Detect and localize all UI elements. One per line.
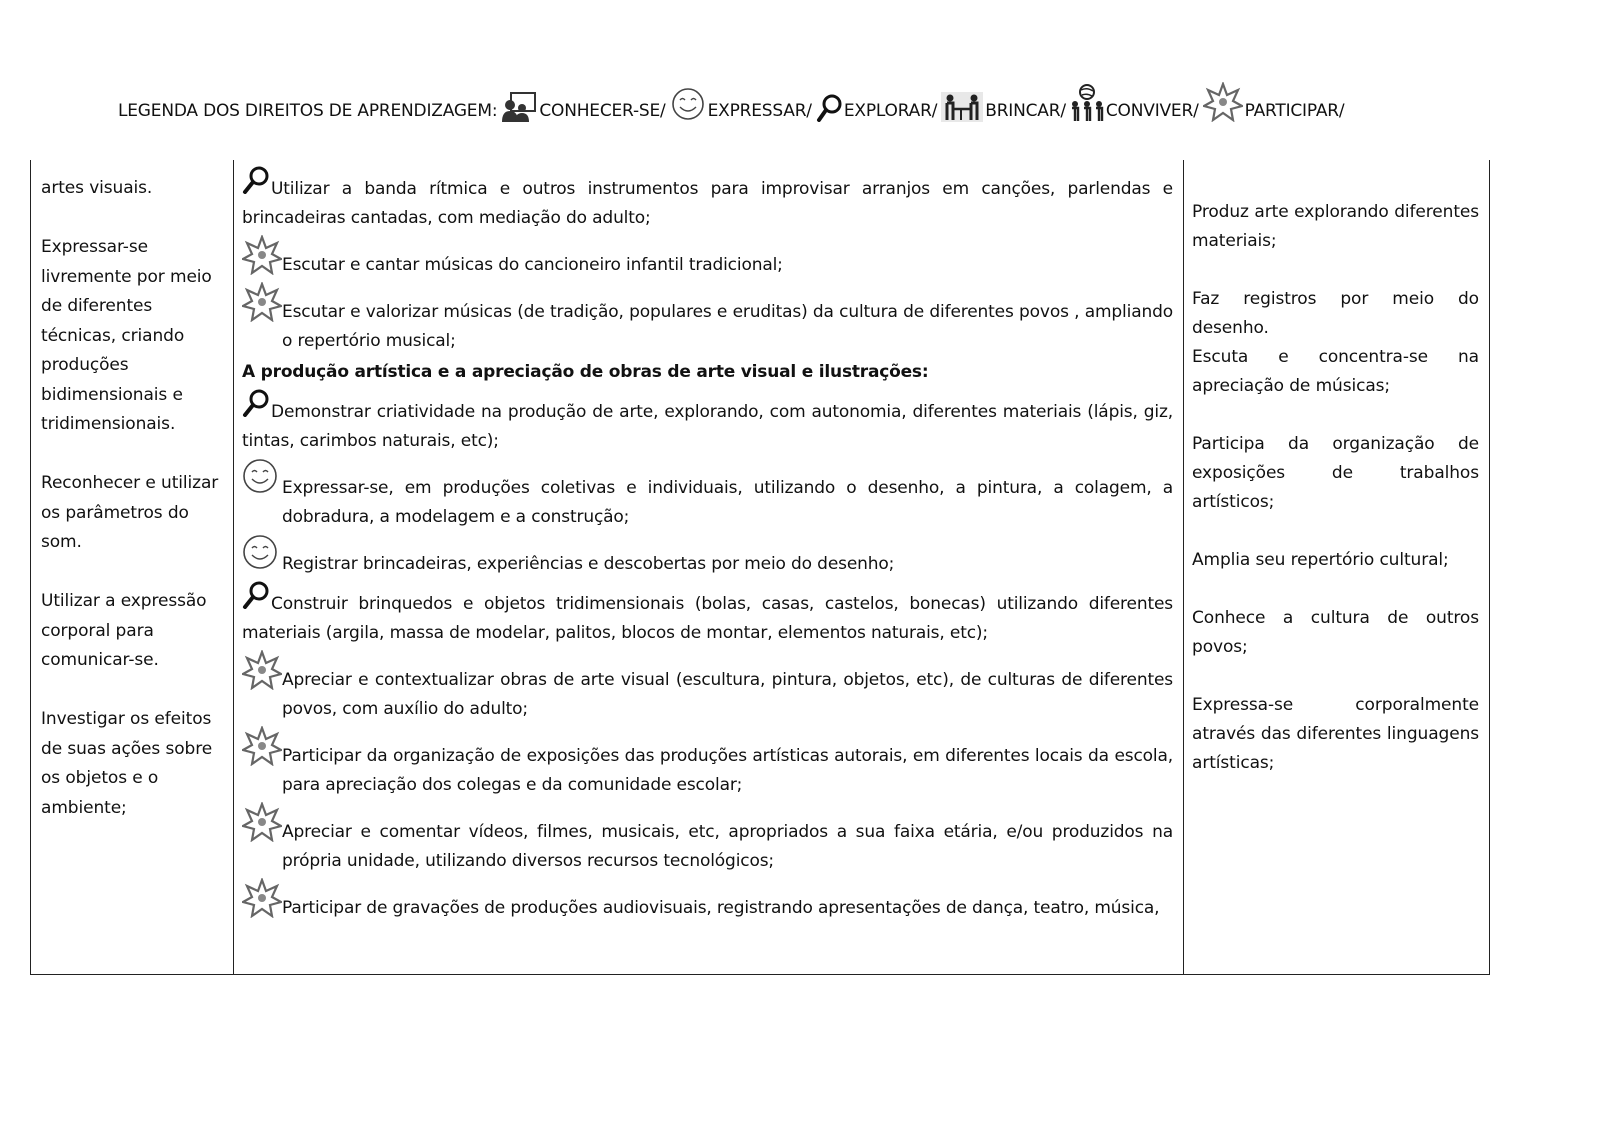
participar-icon xyxy=(242,802,282,842)
magnifier-icon xyxy=(816,94,842,122)
objective-item xyxy=(242,389,1173,456)
participar-icon xyxy=(242,650,282,690)
right-column xyxy=(1184,160,1489,974)
objective-text: Apreciar e contextualizar obras de arte visual (escultura, pintura, objetos, etc), de culturas de diferentes povos, com auxílio do adulto; xyxy=(282,670,1173,719)
objective-item xyxy=(242,581,1173,648)
curriculum-table xyxy=(30,160,1490,975)
smiley-icon xyxy=(670,88,706,122)
legend-item-conhecer-se xyxy=(497,92,665,122)
participar-icon xyxy=(242,878,282,918)
smiley-icon xyxy=(242,458,278,494)
legend-prefix: LEGENDA DOS DIREITOS DE APRENDIZAGEM: xyxy=(118,101,498,121)
right-item: Produz arte explorando diferentes materiais; xyxy=(1192,202,1479,251)
magnifier-icon xyxy=(242,581,270,609)
legend-item-conviver xyxy=(1066,84,1199,122)
objective-text: Registrar brincadeiras, experiências e descobertas por meio do desenho; xyxy=(282,554,895,574)
objective-item xyxy=(242,878,1173,923)
objective-item xyxy=(242,802,1173,876)
right-item: Participa da organização de exposições de trabalhos artísticos; xyxy=(1192,434,1479,512)
left-item: Utilizar a expressão corporal para comunicar-se. xyxy=(41,591,207,670)
objective-text: Participar da organização de exposições das produções artísticas autorais, em diferentes locais da escola, para apreciação dos colegas e da comunidade escolar; xyxy=(282,746,1173,795)
legend-item-explorar xyxy=(812,94,937,122)
section-title: A produção artística e a apreciação de obras de arte visual e ilustrações: xyxy=(242,362,929,382)
participar-icon xyxy=(242,282,282,322)
legend xyxy=(118,66,1558,122)
objective-text: Construir brinquedos e objetos tridimensionais (bolas, casas, castelos, bonecas) utilizando diferentes materiais (argila, massa de modelar, palitos, blocos de montar, elementos naturais, etc); xyxy=(242,594,1173,643)
left-column xyxy=(31,160,234,974)
legend-item-participar xyxy=(1199,82,1345,122)
left-item: Investigar os efeitos de suas ações sobre os objetos e o ambiente; xyxy=(41,709,213,818)
left-item: Reconhecer e utilizar os parâmetros do som. xyxy=(41,473,219,552)
legend-label-explorar: EXPLORAR/ xyxy=(843,101,938,121)
legend-label-expressar: EXPRESSAR/ xyxy=(707,101,812,121)
objective-text: Utilizar a banda rítmica e outros instrumentos para improvisar arranjos em canções, parlendas e brincadeiras cantadas, com mediação do adulto; xyxy=(242,179,1173,228)
participar-icon xyxy=(242,235,282,275)
smiley-icon xyxy=(242,534,278,570)
legend-item-expressar xyxy=(666,88,812,122)
objective-item xyxy=(242,726,1173,800)
legend-label-conhecer-se: CONHECER-SE/ xyxy=(539,101,666,121)
objective-item xyxy=(242,282,1173,356)
left-item: artes visuais. xyxy=(41,178,153,198)
objective-text: Apreciar e comentar vídeos, filmes, musicais, etc, apropriados a sua faixa etária, e/ou produzidos na própria unidade, utilizando diversos recursos tecnológicos; xyxy=(282,822,1173,871)
objective-item xyxy=(242,534,1173,579)
magnifier-icon xyxy=(242,166,270,194)
participar-icon xyxy=(1203,82,1243,122)
right-item: Escuta e concentra-se na apreciação de músicas; xyxy=(1192,347,1479,396)
objective-text: Escutar e cantar músicas do cancioneiro infantil tradicional; xyxy=(282,255,783,275)
conviver-icon xyxy=(1070,84,1104,122)
legend-label-brincar: BRINCAR/ xyxy=(985,101,1066,121)
objective-item xyxy=(242,166,1173,233)
right-item: Faz registros por meio do desenho. xyxy=(1192,289,1479,338)
objective-text: Escutar e valorizar músicas (de tradição, populares e eruditas) da cultura de diferentes povos , ampliando o repertório musical; xyxy=(282,302,1173,351)
participar-icon xyxy=(242,726,282,766)
conhecer-se-icon xyxy=(501,92,537,122)
right-item: Conhece a cultura de outros povos; xyxy=(1192,608,1479,657)
objective-item xyxy=(242,650,1173,724)
objective-text: Participar de gravações de produções audiovisuais, registrando apresentações de dança, teatro, música, xyxy=(282,898,1160,918)
legend-label-conviver: CONVIVER/ xyxy=(1105,101,1199,121)
right-item: Amplia seu repertório cultural; xyxy=(1192,550,1449,570)
magnifier-icon xyxy=(242,389,270,417)
left-item: Expressar-se livremente por meio de diferentes técnicas, criando produções bidimensionais e tridimensionais. xyxy=(41,237,212,434)
right-item: Expressa-se corporalmente através das diferentes linguagens artísticas; xyxy=(1192,695,1479,773)
objective-text: Expressar-se, em produções coletivas e individuais, utilizando o desenho, a pintura, a colagem, a dobradura, a modelagem e a construção; xyxy=(282,478,1173,527)
play-icon xyxy=(941,92,983,122)
legend-item-brincar xyxy=(937,92,1066,122)
objective-text: Demonstrar criatividade na produção de arte, explorando, com autonomia, diferentes materiais (lápis, giz, tintas, carimbos naturais, etc); xyxy=(242,402,1173,451)
objective-item xyxy=(242,458,1173,532)
legend-label-participar: PARTICIPAR/ xyxy=(1244,101,1345,121)
middle-column xyxy=(234,160,1184,974)
objective-item xyxy=(242,235,1173,280)
